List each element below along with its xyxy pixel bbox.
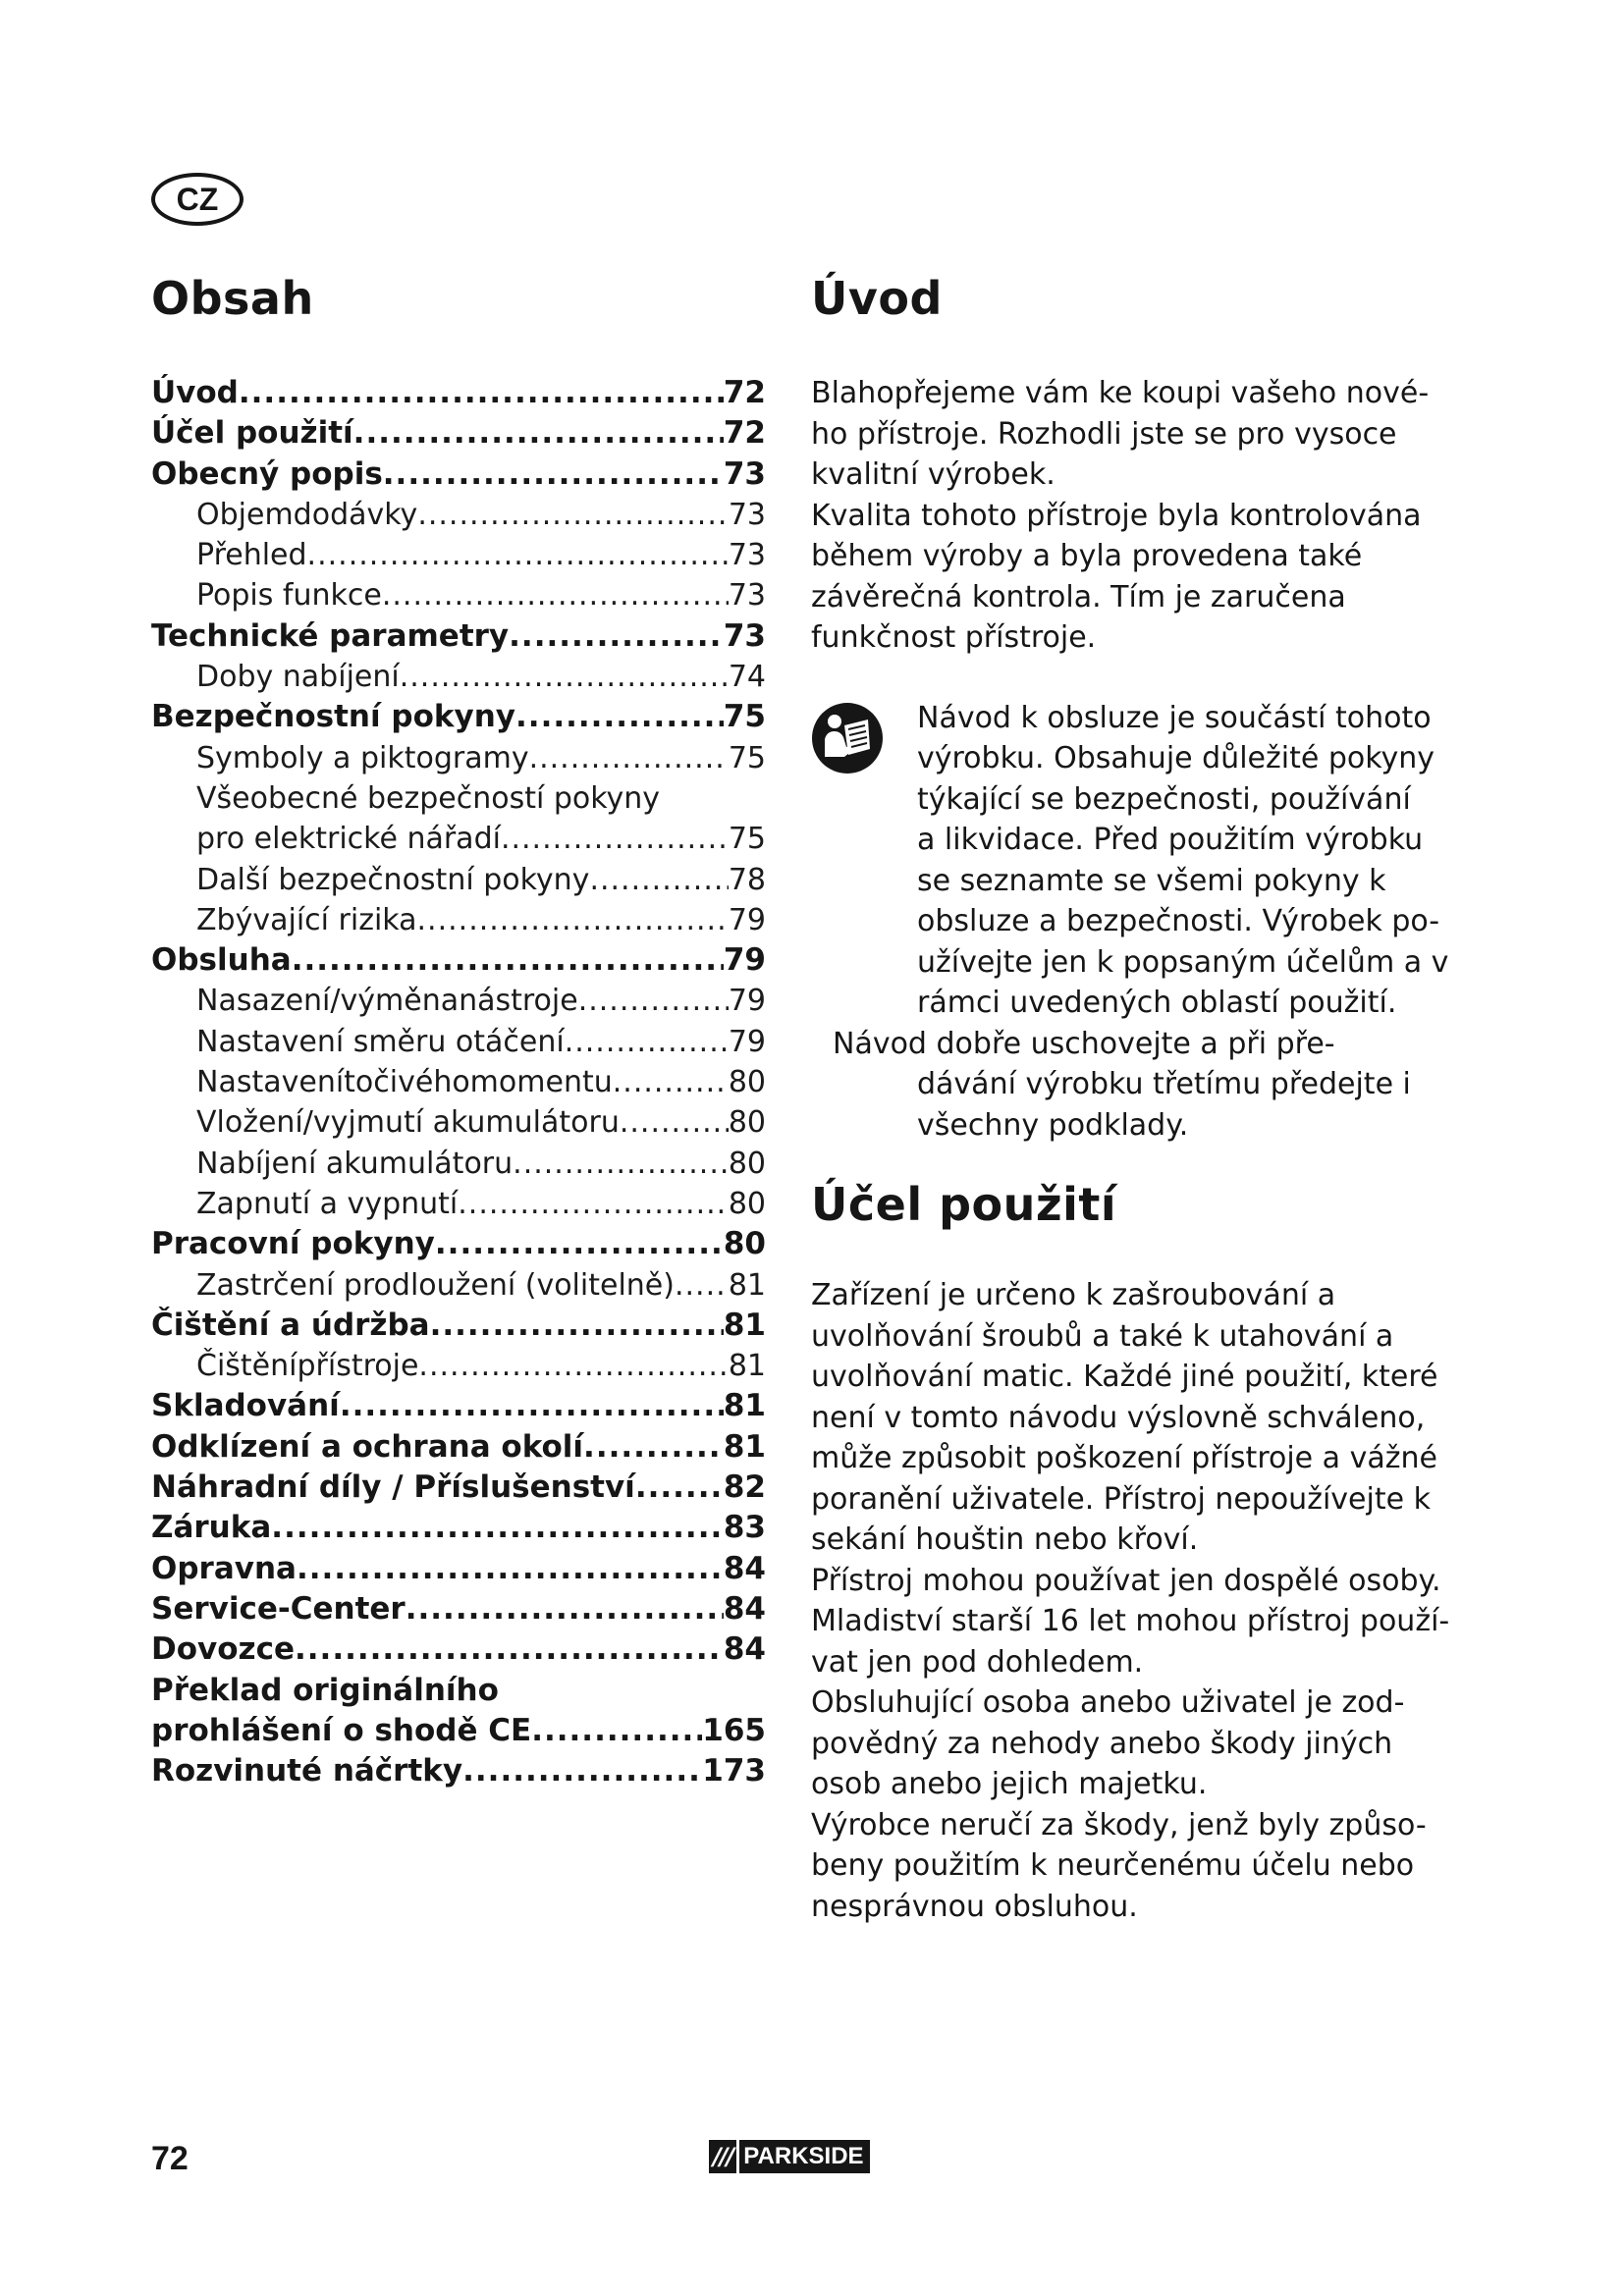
toc-entry-label: Obecný popis bbox=[151, 455, 383, 492]
toc-entry-page: 84 bbox=[723, 1550, 766, 1586]
toc-entry-label: Úvod bbox=[151, 375, 239, 410]
toc-entry bbox=[151, 1508, 766, 1548]
purpose-line: poranění uživatele. Přístroj nepoužívejte k bbox=[811, 1481, 1431, 1517]
toc-entry-page: 75 bbox=[723, 699, 766, 735]
toc-leader-dots bbox=[307, 535, 729, 575]
toc-leader-dots bbox=[589, 860, 728, 900]
toc-entry-label: Záruka bbox=[151, 1510, 272, 1546]
table-of-contents bbox=[151, 267, 766, 1791]
purpose-line: nesprávnou obsluhou. bbox=[811, 1889, 1138, 1924]
toc-entry bbox=[151, 819, 766, 859]
toc-title: Obsah bbox=[151, 272, 314, 325]
toc-entry-page: 72 bbox=[723, 375, 766, 410]
toc-entry-label: Nabíjení akumulátoru bbox=[196, 1146, 514, 1181]
toc-entry bbox=[151, 1386, 766, 1426]
toc-entry bbox=[151, 1022, 766, 1062]
toc-leader-dots bbox=[462, 1751, 702, 1791]
toc-leader-dots bbox=[417, 495, 729, 535]
brand-logo bbox=[709, 2140, 870, 2173]
toc-leader-dots bbox=[340, 1386, 724, 1426]
toc-leader-dots bbox=[435, 1224, 724, 1264]
toc-leader-dots bbox=[613, 1062, 729, 1102]
toc-entry-page: 73 bbox=[728, 497, 766, 532]
purpose-line: vat jen pod dohledem. bbox=[811, 1644, 1144, 1680]
toc-entry-page: 81 bbox=[723, 1388, 766, 1424]
toc-leader-dots bbox=[620, 1102, 729, 1143]
toc-entry-label: Zbývající rizika bbox=[196, 902, 417, 937]
toc-entry bbox=[151, 1184, 766, 1224]
toc-entry bbox=[151, 1062, 766, 1102]
toc-entry bbox=[151, 1102, 766, 1143]
toc-entry bbox=[151, 1306, 766, 1346]
page-number: 72 bbox=[151, 2140, 189, 2177]
toc-entry-page: 80 bbox=[728, 1146, 766, 1181]
toc-entry-page: 81 bbox=[728, 1349, 766, 1384]
purpose-line: uvolňování matic. Každé jiné použití, které bbox=[811, 1360, 1438, 1394]
toc-leader-dots bbox=[565, 1022, 729, 1062]
toc-leader-dots bbox=[383, 454, 724, 495]
toc-entry bbox=[151, 535, 766, 575]
toc-entry-label: Opravna bbox=[151, 1550, 297, 1586]
toc-entry-label: Nastavenítočivéhomomentu bbox=[196, 1065, 613, 1100]
purpose-line: osob anebo jejich majetku. bbox=[811, 1767, 1208, 1801]
toc-entry bbox=[151, 1711, 766, 1751]
toc-leader-dots bbox=[531, 1711, 702, 1751]
toc-entry-label: Zapnutí a vypnutí bbox=[196, 1186, 459, 1221]
toc-entry-label: Dovozce bbox=[151, 1631, 295, 1668]
purpose-line: beny použitím k neurčenému účelu nebo bbox=[811, 1848, 1415, 1883]
toc-entry-label: Technické parametry bbox=[151, 617, 510, 654]
toc-entry bbox=[151, 616, 766, 657]
toc-leader-dots bbox=[513, 1144, 729, 1184]
toc-entry-label: Objemdodávky bbox=[196, 497, 418, 532]
toc-leader-dots bbox=[297, 1549, 724, 1589]
toc-leader-dots bbox=[400, 657, 729, 697]
toc-entry bbox=[151, 657, 766, 697]
toc-entry-page: 84 bbox=[723, 1631, 766, 1668]
purpose-line: sekání houštin nebo křoví. bbox=[811, 1522, 1199, 1557]
toc-entry-page: 72 bbox=[723, 415, 766, 452]
toc-entry-label: Doby nabíjení bbox=[196, 660, 400, 695]
toc-entry-page: 79 bbox=[728, 1024, 766, 1059]
toc-leader-dots bbox=[382, 575, 729, 615]
purpose-line: Výrobce neručí za škody, jenž byly způso- bbox=[811, 1807, 1427, 1842]
toc-entry-label: Zastrčení prodloužení (volitelně) bbox=[196, 1267, 675, 1303]
toc-leader-dots bbox=[239, 373, 724, 413]
toc-entry-page: 79 bbox=[728, 902, 766, 937]
toc-entry-page: 80 bbox=[728, 1105, 766, 1141]
toc-entry-label: Obsluha bbox=[151, 942, 292, 979]
purpose-paragraph bbox=[811, 1275, 1450, 1927]
toc-entry bbox=[151, 495, 766, 535]
purpose-title: Účel použití bbox=[811, 1178, 1117, 1231]
toc-entry-page: 74 bbox=[728, 660, 766, 695]
toc-entry-page: 73 bbox=[728, 538, 766, 573]
toc-entry-label: Náhradní díly / Příslušenství bbox=[151, 1469, 635, 1506]
toc-leader-dots bbox=[430, 1306, 724, 1346]
toc-entry-label: Účel použití bbox=[151, 415, 353, 452]
toc-leader-dots bbox=[501, 819, 729, 859]
right-column bbox=[811, 267, 1450, 1927]
toc-entry-page: 83 bbox=[723, 1510, 766, 1546]
toc-leader-dots bbox=[583, 1427, 724, 1468]
toc-entry-page: 81 bbox=[723, 1428, 766, 1465]
toc-entry-page: 165 bbox=[702, 1712, 766, 1748]
toc-entry bbox=[151, 1751, 766, 1791]
manual-note bbox=[811, 698, 1449, 1147]
toc-leader-dots bbox=[578, 981, 729, 1021]
toc-entry-page: 79 bbox=[723, 942, 766, 979]
toc-entry-label: Symboly a piktogramy bbox=[196, 740, 529, 775]
toc-entry bbox=[151, 1671, 766, 1711]
intro-paragraph: Blahopřejeme vám ke koupi vašeho nové- ho přístroje. Rozhodli jste se pro vysoce kvalitní výrobek. Kvalita tohoto přístroje byla kontrolována během výroby a byla provedena také závěrečná kontrola. Tím je zaručena funkčnost přístroje. bbox=[811, 376, 1430, 655]
toc-entry-page: 80 bbox=[728, 1065, 766, 1100]
toc-entry-label: Další bezpečnostní pokyny bbox=[196, 862, 590, 897]
brand-name: PARKSIDE bbox=[736, 2140, 869, 2173]
toc-entry-label: Bezpečnostní pokyny bbox=[151, 699, 516, 735]
toc-leader-dots bbox=[271, 1508, 724, 1548]
toc-entry bbox=[151, 575, 766, 615]
toc-entry bbox=[151, 940, 766, 981]
toc-leader-dots bbox=[635, 1468, 724, 1508]
language-badge: CZ bbox=[151, 173, 244, 226]
toc-entry-label: Vložení/vyjmutí akumulátoru bbox=[196, 1105, 620, 1141]
toc-entry-label: Nasazení/výměnanástroje bbox=[196, 984, 578, 1019]
toc-leader-dots bbox=[406, 1589, 724, 1629]
toc-entry bbox=[151, 1427, 766, 1468]
toc-entry-label: pro elektrické nářadí bbox=[196, 822, 501, 857]
toc-entry bbox=[151, 1265, 766, 1306]
toc-entry-label: Čištěnípřístroje bbox=[196, 1349, 419, 1384]
toc-entry bbox=[151, 860, 766, 900]
toc-entry bbox=[151, 981, 766, 1021]
toc-entry bbox=[151, 1224, 766, 1264]
toc-leader-dots bbox=[509, 616, 724, 657]
toc-leader-dots bbox=[458, 1184, 729, 1224]
manual-note-text: Návod k obsluze je součástí tohoto výrobku. Obsahuje důležité pokyny týkající se bezpečnosti, používání a likvidace. Před použitím výrobku se seznamte se všemi pokyny k obsluze a bezpečnosti. Výrobek po- užívejte jen k popsaným účelům a v rámci uvedených oblastí použití. Návod dobře uschovejte a při pře- dávání výrobku třetímu předejte i všechny podklady. bbox=[833, 700, 1449, 1143]
toc-leader-dots bbox=[515, 697, 724, 737]
purpose-line: Přístroj mohou používat jen dospělé osoby. bbox=[811, 1563, 1441, 1598]
toc-entry-page: 81 bbox=[723, 1307, 766, 1343]
purpose-line: povědný za nehody anebo škody jiných bbox=[811, 1726, 1393, 1761]
toc-entry bbox=[151, 1468, 766, 1508]
toc-entry-label: Popis funkce bbox=[196, 578, 382, 614]
toc-entry-page: 75 bbox=[728, 740, 766, 775]
toc-leader-dots bbox=[295, 1629, 724, 1670]
toc-entry bbox=[151, 697, 766, 737]
toc-entry-label: Rozvinuté náčrtky bbox=[151, 1753, 463, 1789]
toc-entry-page: 82 bbox=[723, 1469, 766, 1506]
toc-entry-label: Nastavení směru otáčení bbox=[196, 1024, 565, 1059]
toc-entry-label: Skladování bbox=[151, 1388, 340, 1424]
toc-leader-dots bbox=[292, 940, 724, 981]
toc-leader-dots bbox=[418, 1346, 728, 1386]
read-manual-icon bbox=[811, 702, 884, 774]
toc-leader-dots bbox=[417, 900, 729, 940]
toc-entry-label: Odklízení a ochrana okolí bbox=[151, 1428, 584, 1465]
purpose-line: uvolňování šroubů a také k utahování a bbox=[811, 1318, 1394, 1354]
toc-entry-label: Pracovní pokyny bbox=[151, 1226, 435, 1262]
toc-entry bbox=[151, 900, 766, 940]
toc-entry-page: 173 bbox=[702, 1753, 766, 1789]
toc-leader-dots bbox=[675, 1265, 729, 1306]
toc-entry-label: prohlášení o shodě CE bbox=[151, 1712, 532, 1748]
toc-entry-label: Service-Center bbox=[151, 1590, 406, 1627]
toc-entry bbox=[151, 1144, 766, 1184]
toc-list bbox=[151, 373, 766, 1791]
toc-entry-page: 75 bbox=[728, 822, 766, 857]
toc-entry bbox=[151, 373, 766, 413]
toc-entry bbox=[151, 1629, 766, 1670]
toc-entry-label: Všeobecné bezpečností pokyny bbox=[196, 780, 661, 816]
toc-entry bbox=[151, 1549, 766, 1589]
purpose-line: Zařízení je určeno k zašroubování a bbox=[811, 1278, 1336, 1312]
purpose-line: může způsobit poškození přístroje a vážné bbox=[811, 1441, 1437, 1475]
toc-entry-page: 79 bbox=[728, 984, 766, 1019]
toc-entry-page: 73 bbox=[723, 455, 766, 492]
toc-entry-page: 81 bbox=[728, 1267, 766, 1303]
toc-entry bbox=[151, 1589, 766, 1629]
brand-stripes: /// bbox=[709, 2140, 736, 2173]
purpose-line: Mladiství starší 16 let mohou přístroj použí- bbox=[811, 1604, 1450, 1638]
toc-entry-label: Překlad originálního bbox=[151, 1672, 499, 1708]
purpose-line: není v tomto návodu výslovně schváleno, bbox=[811, 1400, 1426, 1435]
toc-entry bbox=[151, 778, 766, 819]
toc-entry bbox=[151, 738, 766, 778]
toc-entry-page: 73 bbox=[728, 578, 766, 614]
toc-entry-label: Čištění a údržba bbox=[151, 1307, 430, 1343]
toc-entry-page: 78 bbox=[728, 862, 766, 897]
toc-entry bbox=[151, 454, 766, 495]
toc-entry-page: 80 bbox=[728, 1186, 766, 1221]
toc-entry-page: 80 bbox=[723, 1226, 766, 1262]
toc-entry-label: Přehled bbox=[196, 538, 307, 573]
toc-entry bbox=[151, 1346, 766, 1386]
toc-entry bbox=[151, 413, 766, 454]
purpose-line: Obsluhující osoba anebo uživatel je zod- bbox=[811, 1685, 1405, 1720]
toc-leader-dots bbox=[529, 738, 729, 778]
toc-entry-page: 73 bbox=[723, 617, 766, 654]
intro-title: Úvod bbox=[811, 272, 943, 325]
toc-entry-page: 84 bbox=[723, 1590, 766, 1627]
toc-leader-dots bbox=[353, 413, 724, 454]
